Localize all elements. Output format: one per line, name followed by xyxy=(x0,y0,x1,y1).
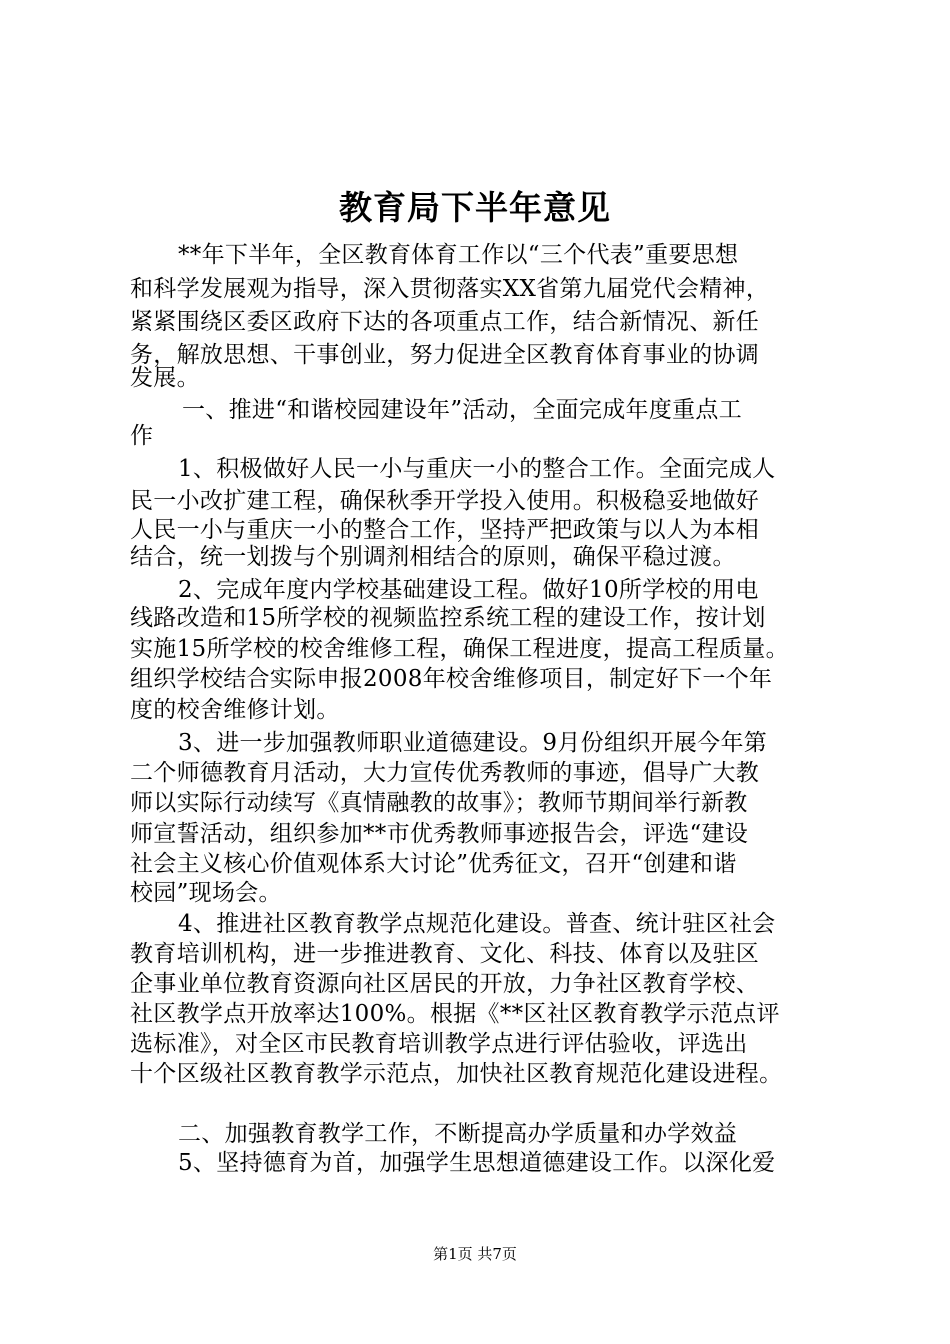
body-line-16: 度的校舍维修计划。 xyxy=(130,697,340,723)
body-line-14: 实施15所学校的校舍维修工程，确保工程进度，提高工程质量。 xyxy=(130,636,789,662)
page-number-footer: 第1页 共7页 xyxy=(433,1245,517,1263)
body-line-15: 组织学校结合实际申报2008年校舍维修项目，制定好下一个年 xyxy=(130,666,773,692)
body-line-25: 企事业单位教育资源向社区居民的开放，力争社区教育学校、 xyxy=(130,971,760,997)
body-line-4: 务，解放思想、干事创业，努力促进全区教育体育事业的协调 xyxy=(130,342,760,368)
body-line-18: 二个师德教育月活动，大力宣传优秀教师的事迹，倡导广大教 xyxy=(130,760,760,786)
body-line-5: 发展。 xyxy=(130,365,200,391)
body-line-11: 结合，统一划拨与个别调剂相结合的原则，确保平稳过渡。 xyxy=(130,544,736,570)
body-line-21: 社会主义核心价值观体系大讨论”优秀征文，召开“创建和谐 xyxy=(130,851,737,877)
body-line-3: 紧紧围绕区委区政府下达的各项重点工作，结合新情况、新任 xyxy=(130,309,760,335)
body-line-24: 教育培训机构，进一步推进教育、文化、科技、体育以及驻区 xyxy=(130,941,760,967)
body-line-8: 1、积极做好人民一小与重庆一小的整合工作。全面完成人 xyxy=(178,456,776,482)
body-line-17: 3、进一步加强教师职业道德建设。9月份组织开展今年第 xyxy=(178,730,768,756)
body-line-22: 校园”现场会。 xyxy=(130,880,282,906)
body-line-28: 十个区级社区教育教学示范点，加快社区教育规范化建设进程。 xyxy=(130,1061,783,1087)
body-line-20: 师宣誓活动，组织参加**市优秀教师事迹报告会，评选“建设 xyxy=(130,821,749,847)
section-heading-1: 一、推进“和谐校园建设年”活动，全面完成年度重点工 xyxy=(182,397,743,423)
section-heading-1-cont: 作 xyxy=(130,423,154,449)
body-line-26: 社区教学点开放率达100%。根据《**区社区教育教学示范点评 xyxy=(130,1001,780,1027)
body-line-2: 和科学发展观为指导，深入贯彻落实XX省第九届党代会精神， xyxy=(130,276,770,302)
body-line-13: 线路改造和15所学校的视频监控系统工程的建设工作，按计划 xyxy=(130,605,766,631)
body-line-30: 5、坚持德育为首，加强学生思想道德建设工作。以深化爱 xyxy=(178,1150,776,1176)
body-line-23: 4、推进社区教育教学点规范化建设。普查、统计驻区社会 xyxy=(178,911,776,937)
body-line-19: 师以实际行动续写《真情融教的故事》；教师节期间举行新教 xyxy=(130,790,748,816)
body-line-1: **年下半年，全区教育体育工作以“三个代表”重要思想 xyxy=(178,242,739,268)
body-line-10: 人民一小与重庆一小的整合工作，坚持严把政策与以人为本相 xyxy=(130,517,760,543)
body-line-27: 选标准》，对全区市民教育培训教学点进行评估验收，评选出 xyxy=(130,1031,748,1057)
section-heading-2: 二、加强教育教学工作，不断提高办学质量和办学效益 xyxy=(178,1121,738,1147)
body-line-12: 2、完成年度内学校基础建设工程。做好10所学校的用电 xyxy=(178,577,759,603)
document-title: 教育局下半年意见 xyxy=(339,188,611,227)
body-line-9: 民一小改扩建工程，确保秋季开学投入使用。积极稳妥地做好 xyxy=(130,488,760,514)
